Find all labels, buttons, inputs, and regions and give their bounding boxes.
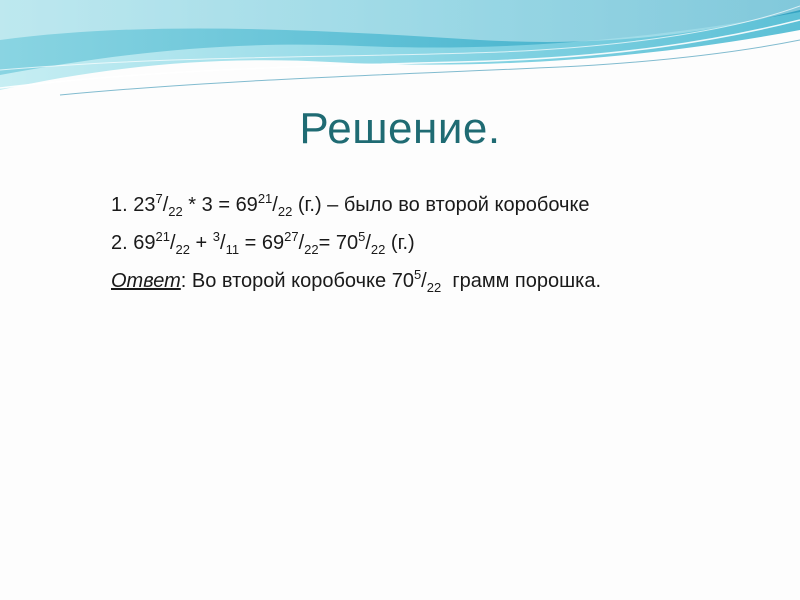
answer-label: Ответ	[111, 270, 181, 292]
step-2-fraction-2-numerator: 3	[212, 229, 221, 245]
decorative-wave-header	[0, 0, 800, 100]
step-2-fraction-4-numerator: 5	[358, 229, 366, 245]
step-1-fraction-2-denominator: 22	[277, 203, 293, 219]
step-2-suffix: (г.)	[385, 232, 415, 254]
answer-fraction-numerator: 5	[413, 267, 422, 283]
step-2-middle-2: = 69	[239, 232, 285, 254]
step-2-middle-3: = 70	[318, 232, 359, 254]
solution-body	[111, 186, 771, 300]
step-2-middle-1: +	[189, 232, 213, 254]
step-2-fraction-2-denominator: 11	[225, 241, 240, 257]
slide-title: Решение.	[299, 104, 501, 153]
step-2: 2. $69^{21}/_{22} + ^3/_{11} = 69^{27}/_{22}= 70^5/_{22}$ (г.)	[111, 229, 415, 257]
step-2-prefix: 2. 69	[111, 232, 156, 254]
answer-text-after: грамм порошка.	[441, 270, 602, 292]
step-2-fraction-1-denominator: 22	[175, 241, 190, 257]
step-1-fraction-2-numerator: 21	[257, 191, 273, 207]
step-2-fraction-3-denominator: 22	[304, 241, 319, 257]
step-1-middle: * 3 = 69	[182, 194, 258, 216]
step-1-fraction-1-numerator: 7	[155, 191, 163, 207]
step-1-fraction-1-denominator: 22	[168, 203, 183, 219]
step-2-fraction-1-numerator: 21	[155, 229, 170, 245]
step-1-prefix: 1. 23	[111, 194, 156, 216]
step-1: 1. $23^7/_{22} * 3 = 69^{21}/_{22}$ (г.) – было во второй коробочке	[111, 191, 590, 219]
answer-line: Ответ: Во второй коробочке $70^5/_{22}$ грамм порошка.	[111, 267, 602, 295]
step-2-fraction-4-denominator: 22	[370, 241, 386, 257]
answer-text-before: : Во второй коробочке 70	[180, 270, 414, 292]
answer-fraction-denominator: 22	[426, 279, 442, 295]
step-2-fraction-3-numerator: 27	[284, 229, 299, 245]
step-1-suffix: (г.) – было во второй коробочке	[292, 194, 590, 216]
